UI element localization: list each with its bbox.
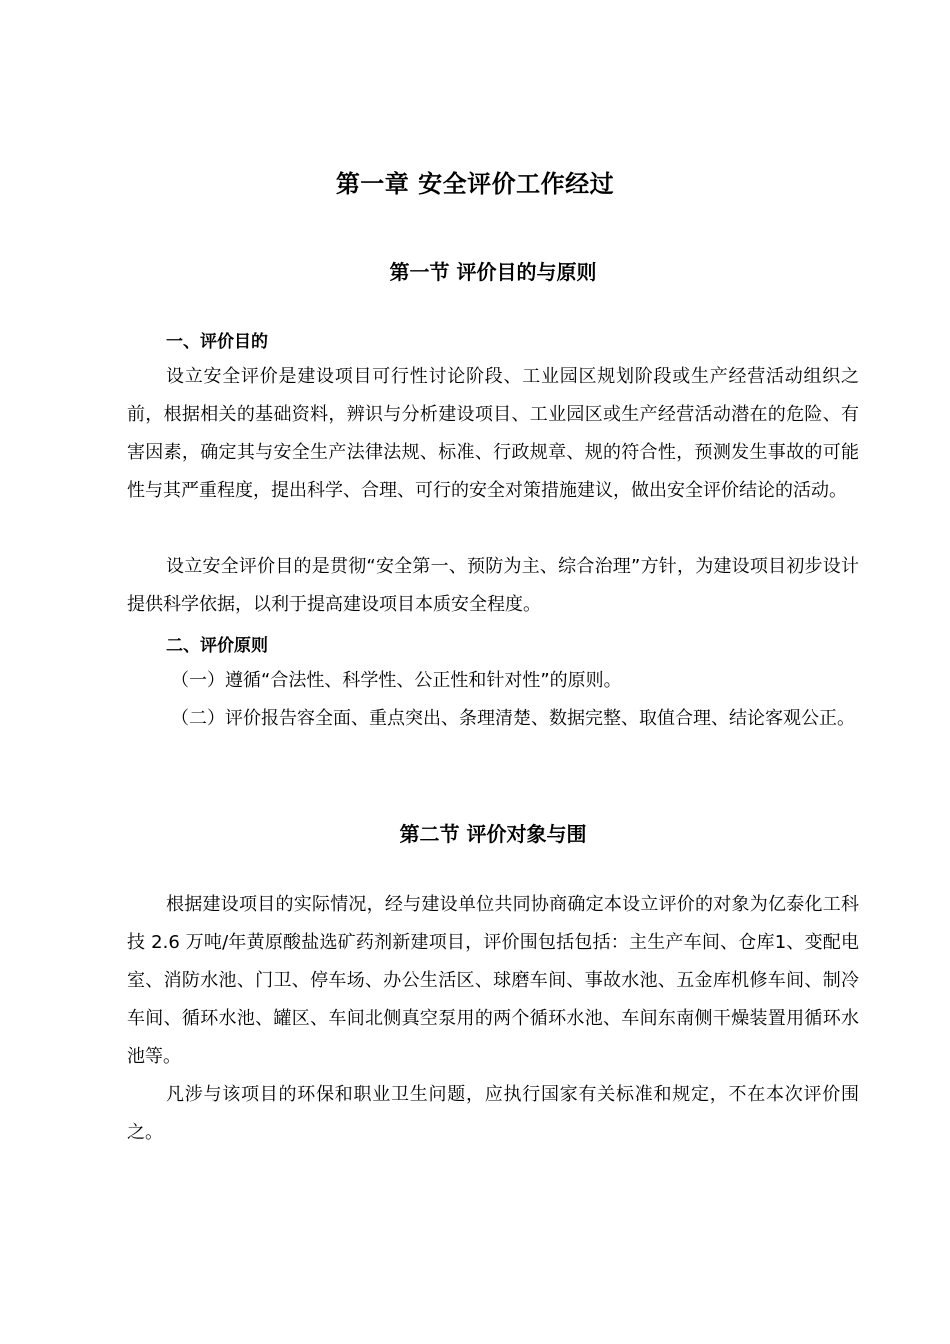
heading-evaluation-principles: 二、评价原则 [166,636,268,656]
heading-evaluation-purpose: 一、评价目的 [166,332,268,352]
section-title-2: 第二节 评价对象与围 [399,822,587,846]
paragraph-scope: 根据建设项目的实际情况，经与建设单位共同协商确定本设立评价的对象为亿泰化工科技 2.6 万吨/年黄原酸盐选矿药剂新建项目，评价围包括包括：主生产车间、仓库1、变配电室、消防水池、门卫、停车场、办公生活区、球磨车间、事故水池、五金库机修车间、制冷车间、循环水池、罐区、车间北侧真空泵用的两个循环水池、车间东南侧干燥装置用循环水池等。 [127,894,859,1067]
paragraph-purpose-goal: 设立安全评价目的是贯彻“安全第一、预防为主、综合治理”方针，为建设项目初步设计提供科学依据，以利于提高建设项目本质安全程度。 [127,556,859,615]
paragraph-exclusions: 凡涉与该项目的环保和职业卫生问题，应执行国家有关标准和规定，不在本次评价围之。 [127,1084,859,1143]
principle-item-2: （二）评价报告容全面、重点突出、条理清楚、数据完整、取值合理、结论客观公正。 [171,708,855,729]
paragraph-purpose-definition: 设立安全评价是建设项目可行性讨论阶段、工业园区规划阶段或生产经营活动组织之前，根据相关的基础资料，辨识与分析建设项目、工业园区或生产经营活动潜在的危险、有害因素，确定其与安全生产法律法规、标准、行政规章、规的符合性，预测发生事故的可能性与其严重程度，提出科学、合理、可行的安全对策措施建议，做出安全评价结论的活动。 [127,366,859,501]
section-title-1: 第一节 评价目的与原则 [389,260,597,284]
chapter-title: 第一章 安全评价工作经过 [335,170,615,198]
principle-item-1: （一）遵循“合法性、科学性、公正性和针对性”的原则。 [171,670,622,691]
